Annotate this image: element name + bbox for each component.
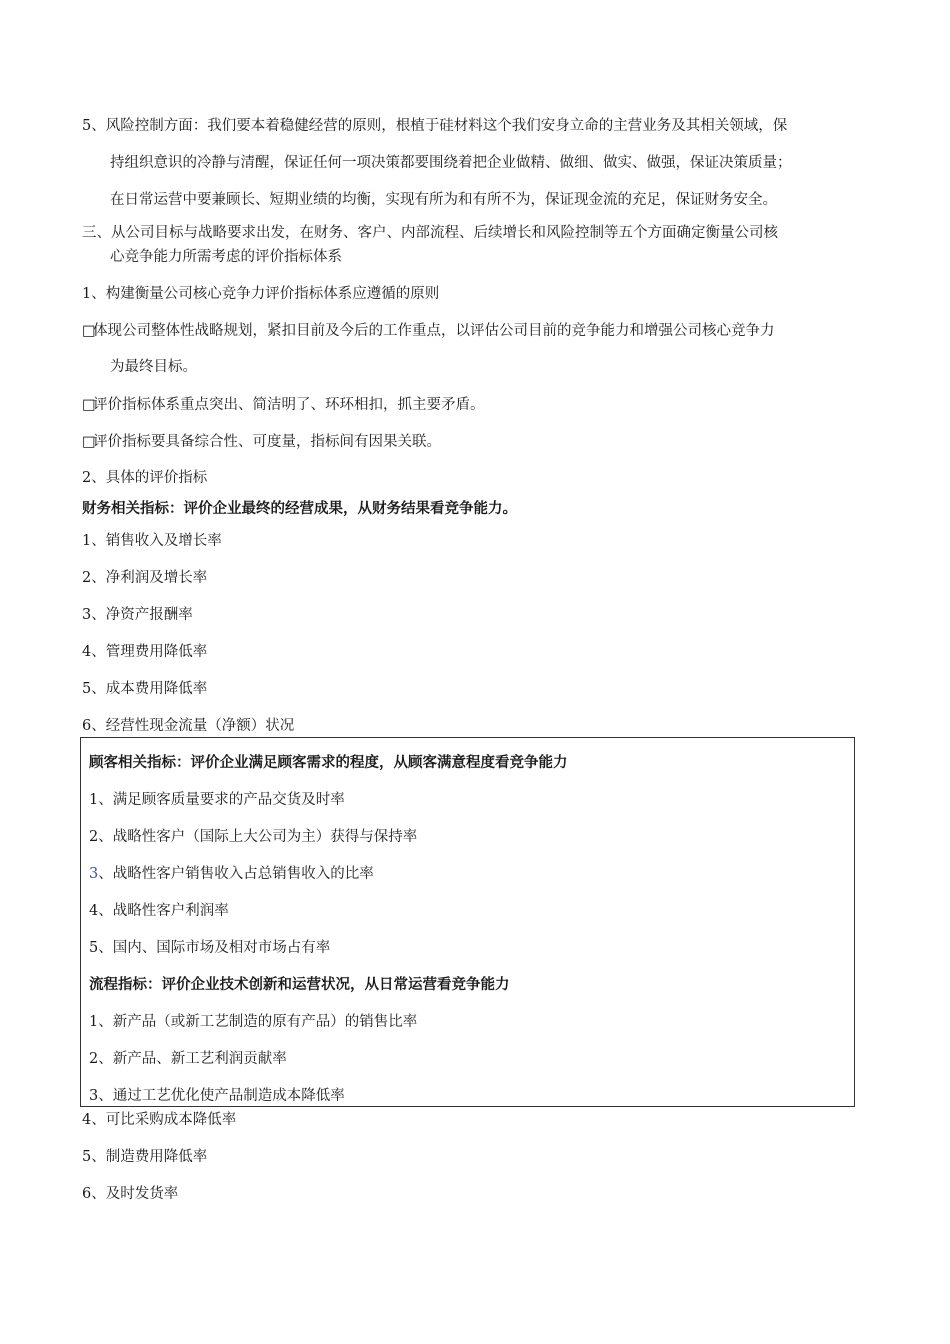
list-item: 5、国内、国际市场及相对市场占有率 — [89, 940, 331, 956]
principle-text: 评价指标要具备综合性、可度量，指标间有因果关联。 — [93, 434, 441, 450]
principle-item — [82, 321, 775, 341]
list-item: 2、战略性客户（国际上大公司为主）获得与保持率 — [89, 829, 418, 845]
list-item: 6、及时发货率 — [82, 1186, 179, 1202]
section-title: 三、从公司目标与战略要求出发，在财务、客户、内部流程、后续增长和风险控制等五个方面确定衡量公司核 — [82, 225, 778, 241]
paragraph-line: 持组织意识的冷静与清醒，保证任何一项决策都要围绕着把企业做精、做细、做实、做强，保证决策质量； — [110, 155, 792, 171]
list-item: 2、新产品、新工艺利润贡献率 — [89, 1051, 287, 1067]
principle-item — [82, 432, 441, 452]
list-item: 3、通过工艺优化使产品制造成本降低率 — [89, 1088, 345, 1104]
indicators-heading: 2、具体的评价指标 — [82, 470, 208, 486]
checkbox-icon: □ — [82, 323, 96, 339]
finance-title: 财务相关指标：评价企业最终的经营成果，从财务结果看竞争能力。 — [82, 500, 517, 517]
list-item: 5、制造费用降低率 — [82, 1149, 208, 1165]
list-item: 4、管理费用降低率 — [82, 644, 208, 660]
item-number: 3 — [89, 866, 99, 882]
process-title: 流程指标：评价企业技术创新和运营状况，从日常运营看竞争能力 — [89, 976, 510, 993]
paragraph-line: 5、风险控制方面：我们要本着稳健经营的原则，根植于硅材料这个我们安身立命的主营业务及其相关领域，保 — [82, 118, 788, 134]
list-item: 4、可比采购成本降低率 — [82, 1112, 237, 1128]
list-item: 3、净资产报酬率 — [82, 607, 193, 623]
principle-item-cont: 为最终目标。 — [110, 359, 197, 375]
list-item — [89, 864, 374, 884]
list-item: 6、经营性现金流量（净额）状况 — [82, 718, 295, 734]
principle-text: 评价指标体系重点突出、简洁明了、环环相扣，抓主要矛盾。 — [93, 397, 485, 413]
list-item: 1、销售收入及增长率 — [82, 533, 222, 549]
item-text: 、战略性客户销售收入占总销售收入的比率 — [98, 866, 374, 882]
paragraph-line: 在日常运营中要兼顾长、短期业绩的均衡，实现有所为和有所不为，保证现金流的充足，保证财务安全。 — [110, 192, 777, 208]
principles-heading: 1、构建衡量公司核心竞争力评价指标体系应遵循的原则 — [82, 286, 440, 302]
principle-text: 体现公司整体性战略规划，紧扣目前及今后的工作重点，以评估公司目前的竞争能力和增强公司核心竞争力 — [93, 323, 775, 339]
list-item: 1、新产品（或新工艺制造的原有产品）的销售比率 — [89, 1014, 418, 1030]
checkbox-icon: □ — [82, 434, 96, 450]
checkbox-icon: □ — [82, 397, 96, 413]
list-item: 5、成本费用降低率 — [82, 681, 208, 697]
bordered-indicator-box — [80, 737, 855, 1107]
principle-item — [82, 395, 485, 415]
list-item: 4、战略性客户利润率 — [89, 903, 229, 919]
list-item: 2、净利润及增长率 — [82, 570, 208, 586]
customer-title: 顾客相关指标：评价企业满足顾客需求的程度，从顾客满意程度看竞争能力 — [89, 754, 568, 771]
list-item: 1、满足顾客质量要求的产品交货及时率 — [89, 792, 345, 808]
section-title-cont: 心竞争能力所需考虑的评价指标体系 — [110, 249, 342, 265]
